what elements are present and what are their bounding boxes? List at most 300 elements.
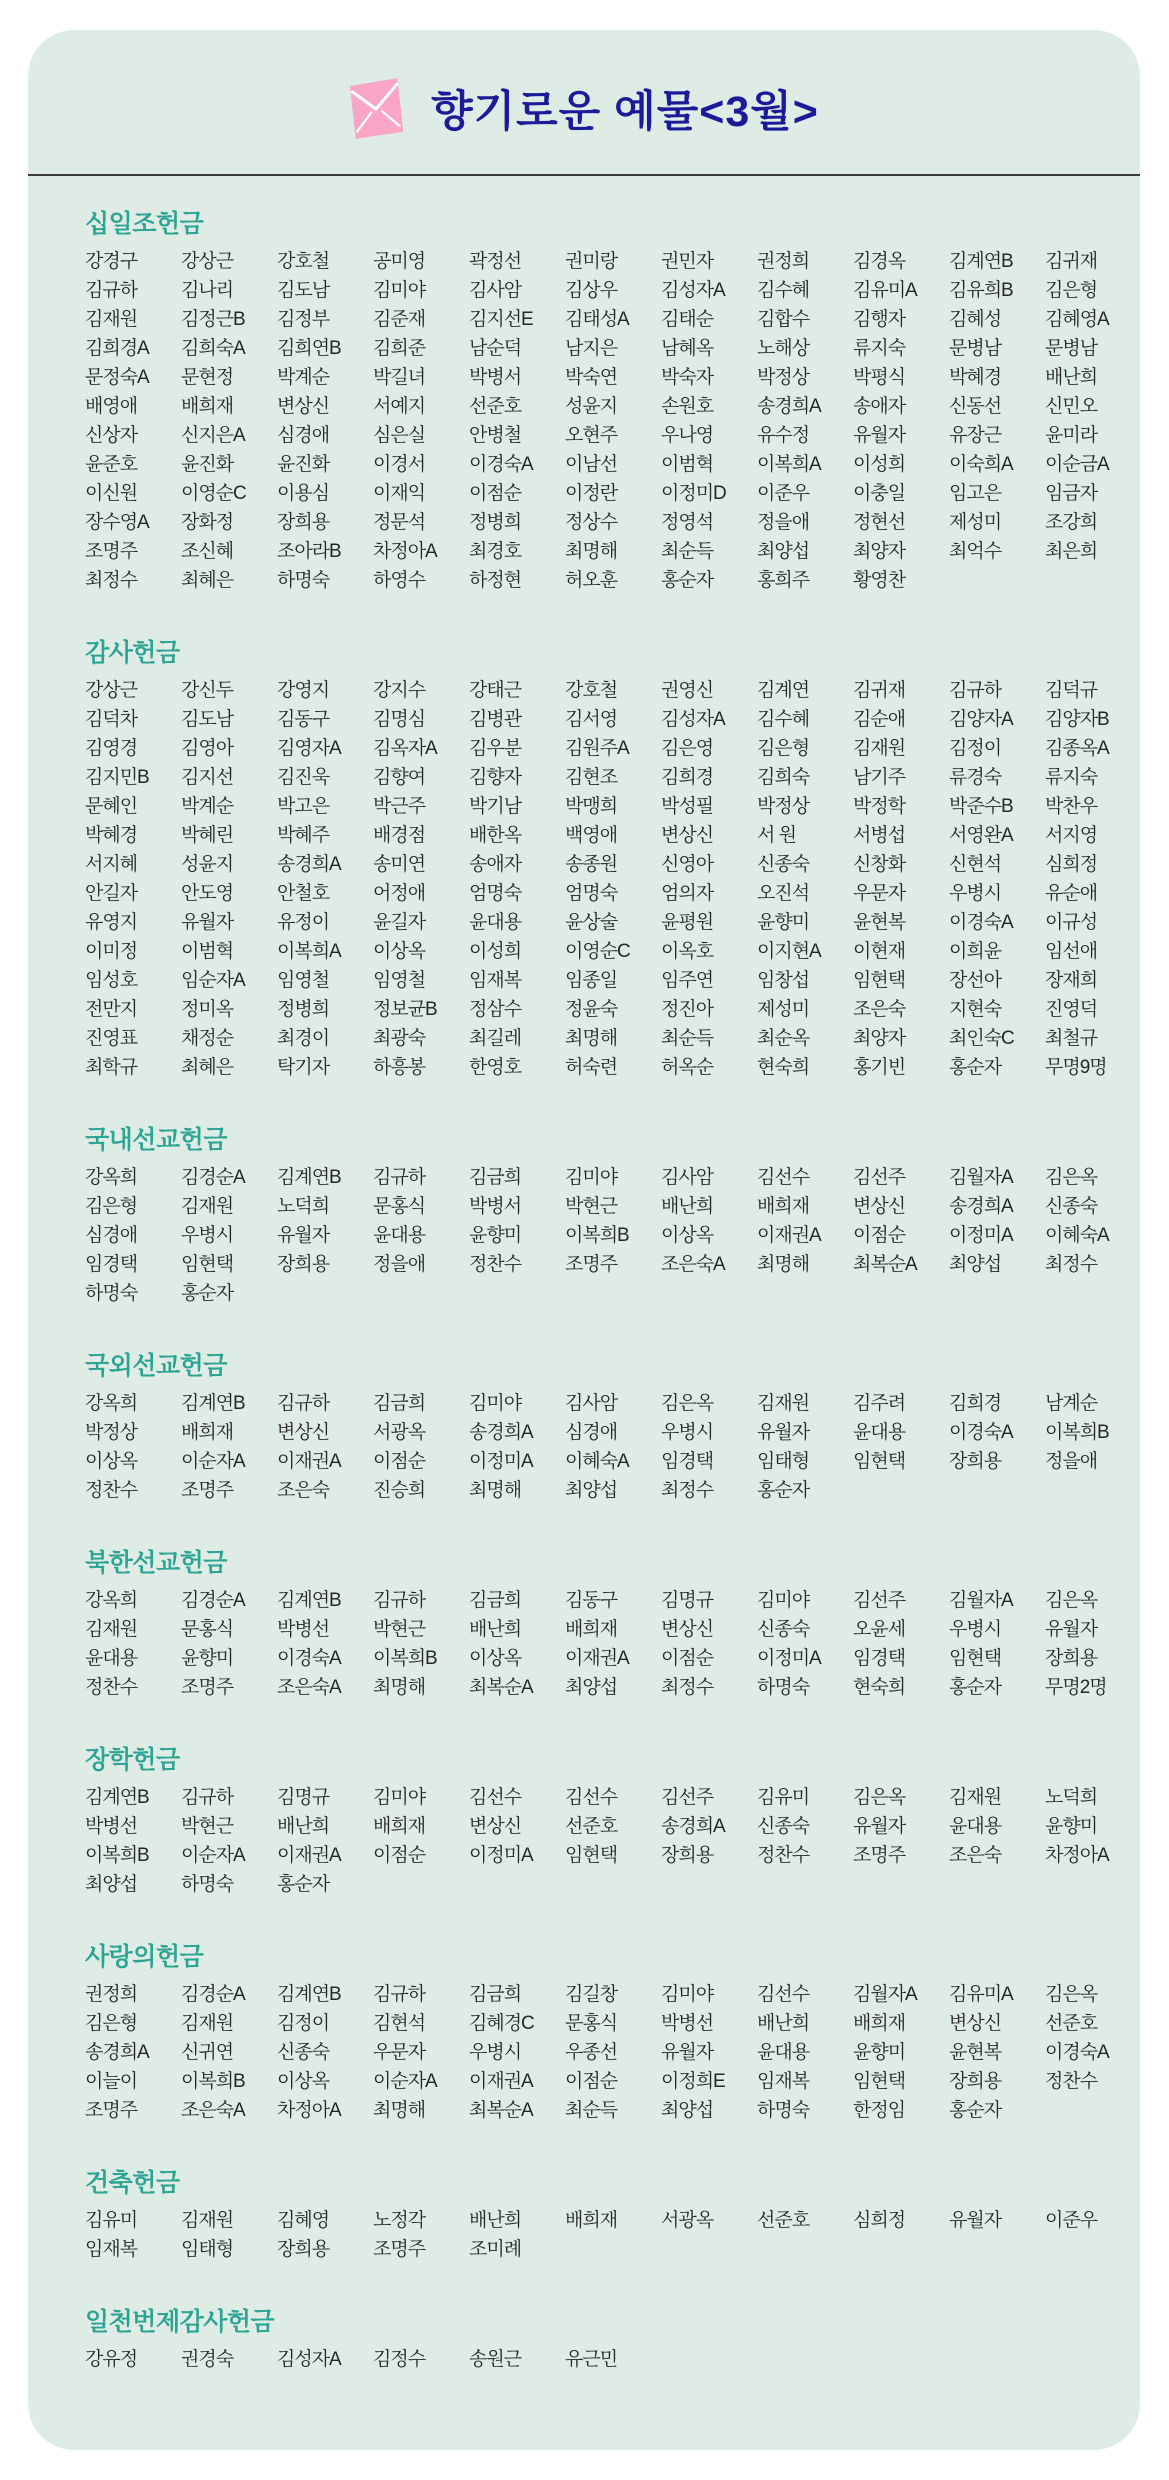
donor-name: 유월자 xyxy=(661,2042,714,2063)
donor-name: 노해상 xyxy=(757,338,810,359)
donor-name: 강경구 xyxy=(85,251,138,272)
donor-name: 이재권A xyxy=(277,1845,341,1866)
section-thanksgiving xyxy=(85,633,1120,1082)
donor-name: 김은옥 xyxy=(1045,1167,1098,1188)
donor-name: 선준호 xyxy=(757,2210,810,2231)
donor-name: 박고은 xyxy=(277,796,330,817)
donor-name: 유월자 xyxy=(757,1422,810,1443)
donor-name: 최경호 xyxy=(469,541,522,562)
donor-name: 우종선 xyxy=(565,2042,618,2063)
donor-name: 탁기자 xyxy=(277,1057,330,1078)
donor-name: 박찬우 xyxy=(1045,796,1098,817)
donor-name: 이순자A xyxy=(181,1451,245,1472)
donor-name: 임영철 xyxy=(373,970,426,991)
donor-name: 송경희A xyxy=(469,1422,533,1443)
donor-name: 무명9명 xyxy=(1045,1057,1107,1078)
donor-name: 김규하 xyxy=(181,1787,234,1808)
donor-name: 오윤세 xyxy=(853,1619,906,1640)
donor-name: 이경숙A xyxy=(277,1648,341,1669)
donor-name: 김혜경C xyxy=(469,2013,534,2034)
donor-name: 김은형 xyxy=(1045,280,1098,301)
donor-name: 이준우 xyxy=(757,483,810,504)
donor-name: 최정수 xyxy=(85,570,138,591)
donor-name: 배경점 xyxy=(373,825,426,846)
donor-name: 김금희 xyxy=(469,1590,522,1611)
donor-name: 황영찬 xyxy=(853,570,906,591)
donor-name: 임태형 xyxy=(181,2239,234,2260)
section-title: 십일조헌금 xyxy=(85,210,204,238)
donor-name: 문병남 xyxy=(1045,338,1098,359)
donor-name: 김양자B xyxy=(1045,709,1109,730)
donor-name: 김순애 xyxy=(853,709,906,730)
donor-name: 최양자 xyxy=(853,541,906,562)
donor-name: 신영아 xyxy=(661,854,714,875)
donor-name: 김재원 xyxy=(757,1393,810,1414)
names-grid xyxy=(85,1586,1120,1702)
section-scholarship xyxy=(85,1740,1120,1899)
donor-name: 김계연B xyxy=(181,1393,245,1414)
donor-name: 허오훈 xyxy=(565,570,618,591)
donor-name: 박근주 xyxy=(373,796,426,817)
donor-name: 이복희B xyxy=(373,1648,437,1669)
donor-name: 김영경 xyxy=(85,738,138,759)
donor-name: 김성자A xyxy=(661,709,725,730)
donor-name: 김유미A xyxy=(853,280,917,301)
donor-name: 김진욱 xyxy=(277,767,330,788)
donor-name: 김은옥 xyxy=(853,1787,906,1808)
donor-name: 김재원 xyxy=(181,2210,234,2231)
section-title: 사랑의헌금 xyxy=(85,1943,204,1971)
donor-name: 이재권A xyxy=(277,1451,341,1472)
donor-name: 장희용 xyxy=(277,512,330,533)
donor-name: 임현택 xyxy=(949,1648,1002,1669)
donor-name: 권영신 xyxy=(661,680,714,701)
donor-name: 엄의자 xyxy=(661,883,714,904)
donor-name: 김영자A xyxy=(277,738,341,759)
donor-name: 박숙연 xyxy=(565,367,618,388)
donor-name: 조명주 xyxy=(181,1677,234,1698)
donor-name: 하명숙 xyxy=(757,2100,810,2121)
donor-name: 신종숙 xyxy=(757,854,810,875)
section-title: 감사헌금 xyxy=(85,639,180,667)
donor-name: 임종일 xyxy=(565,970,618,991)
donor-name: 김종옥A xyxy=(1045,738,1109,759)
donor-name: 최복순A xyxy=(469,1677,533,1698)
donor-name: 이경숙A xyxy=(949,1422,1013,1443)
donor-name: 박현근 xyxy=(565,1196,618,1217)
donor-name: 윤향미 xyxy=(181,1648,234,1669)
donor-name: 김양자A xyxy=(949,709,1013,730)
donor-name: 김재원 xyxy=(949,1787,1002,1808)
donor-name: 최양섭 xyxy=(661,2100,714,2121)
donor-name: 강유정 xyxy=(85,2349,138,2370)
donor-name: 김경옥 xyxy=(853,251,906,272)
envelope-icon xyxy=(347,76,406,140)
donor-name: 우병시 xyxy=(181,1225,234,1246)
donor-name: 류경숙 xyxy=(949,767,1002,788)
donor-name: 김계연B xyxy=(949,251,1013,272)
names-grid xyxy=(85,1163,1120,1308)
section-title: 국외선교헌금 xyxy=(85,1352,227,1380)
donor-name: 임영철 xyxy=(277,970,330,991)
donor-name: 김규하 xyxy=(277,1393,330,1414)
donor-name: 김선주 xyxy=(661,1787,714,1808)
donor-name: 심은실 xyxy=(373,425,426,446)
donor-name: 송경희A xyxy=(949,1196,1013,1217)
donor-name: 임경택 xyxy=(661,1451,714,1472)
donor-name: 서광옥 xyxy=(661,2210,714,2231)
section-overseas-mission xyxy=(85,1346,1120,1505)
donor-name: 이희윤 xyxy=(949,941,1002,962)
donor-name: 김사암 xyxy=(661,1167,714,1188)
donor-name: 문홍식 xyxy=(565,2013,618,2034)
donor-name: 박숙자 xyxy=(661,367,714,388)
donor-name: 최학규 xyxy=(85,1057,138,1078)
donor-name: 김귀재 xyxy=(1045,251,1098,272)
donor-name: 제성미 xyxy=(757,999,810,1020)
donor-name: 이성희 xyxy=(469,941,522,962)
donor-name: 윤준호 xyxy=(85,454,138,475)
donor-name: 정을애 xyxy=(1045,1451,1098,1472)
donor-name: 김지선 xyxy=(181,767,234,788)
donor-name: 김규하 xyxy=(373,1984,426,2005)
donor-name: 변상신 xyxy=(853,1196,906,1217)
donor-name: 신현석 xyxy=(949,854,1002,875)
donor-name: 유월자 xyxy=(1045,1619,1098,1640)
donor-name: 이재권A xyxy=(469,2071,533,2092)
donor-name: 임순자A xyxy=(181,970,245,991)
section-domestic-mission xyxy=(85,1120,1120,1308)
names-grid xyxy=(85,676,1120,1082)
donor-name: 남계순 xyxy=(1045,1393,1098,1414)
donor-name: 조아라B xyxy=(277,541,341,562)
donor-name: 유월자 xyxy=(853,425,906,446)
donor-name: 정영석 xyxy=(661,512,714,533)
donor-name: 박병서 xyxy=(469,1196,522,1217)
donor-name: 김경순A xyxy=(181,1167,245,1188)
names-grid xyxy=(85,247,1120,595)
donor-name: 최양섭 xyxy=(757,541,810,562)
donor-name: 권정희 xyxy=(757,251,810,272)
donor-name: 심경애 xyxy=(565,1422,618,1443)
donor-name: 이상옥 xyxy=(373,941,426,962)
donor-name: 정윤숙 xyxy=(565,999,618,1020)
page-header xyxy=(28,30,1140,148)
donor-name: 이복희B xyxy=(181,2071,245,2092)
donor-name: 김희숙A xyxy=(181,338,245,359)
donor-name: 최복순A xyxy=(469,2100,533,2121)
donor-name: 남혜옥 xyxy=(661,338,714,359)
donor-name: 제성미 xyxy=(949,512,1002,533)
donor-name: 이복희B xyxy=(1045,1422,1109,1443)
donor-name: 박정학 xyxy=(853,796,906,817)
donor-name: 김재원 xyxy=(85,309,138,330)
donor-name: 배희재 xyxy=(565,2210,618,2231)
donor-name: 윤현복 xyxy=(853,912,906,933)
donor-name: 김재원 xyxy=(853,738,906,759)
donor-name: 이남선 xyxy=(565,454,618,475)
donor-name: 배난희 xyxy=(757,2013,810,2034)
donor-name: 최혜은 xyxy=(181,1057,234,1078)
donor-name: 이복희A xyxy=(757,454,821,475)
donor-name: 하명숙 xyxy=(181,1874,234,1895)
donor-name: 이용심 xyxy=(277,483,330,504)
donor-name: 임현택 xyxy=(181,1254,234,1275)
donor-name: 이복희B xyxy=(85,1845,149,1866)
donor-name: 김영아 xyxy=(181,738,234,759)
donor-name: 서지영 xyxy=(1045,825,1098,846)
donor-name: 김향자 xyxy=(469,767,522,788)
donor-name: 변상신 xyxy=(949,2013,1002,2034)
donor-name: 김성자A xyxy=(661,280,725,301)
donor-name: 김수혜 xyxy=(757,280,810,301)
donor-name: 김명심 xyxy=(373,709,426,730)
donor-name: 성윤지 xyxy=(565,396,618,417)
donor-name: 이점순 xyxy=(469,483,522,504)
donor-name: 유순애 xyxy=(1045,883,1098,904)
donor-name: 홍순자 xyxy=(949,1677,1002,1698)
donor-name: 노덕희 xyxy=(1045,1787,1098,1808)
donor-name: 윤대용 xyxy=(949,1816,1002,1837)
donor-name: 최광숙 xyxy=(373,1028,426,1049)
donor-name: 우병시 xyxy=(469,2042,522,2063)
donor-name: 김선수 xyxy=(565,1787,618,1808)
donor-name: 서광옥 xyxy=(373,1422,426,1443)
donor-name: 임현택 xyxy=(853,2071,906,2092)
donor-name: 김덕차 xyxy=(85,709,138,730)
donor-name: 남순덕 xyxy=(469,338,522,359)
donor-name: 조은숙A xyxy=(181,2100,245,2121)
donor-name: 강영지 xyxy=(277,680,330,701)
donor-name: 박현근 xyxy=(373,1619,426,1640)
donor-name: 윤향미 xyxy=(757,912,810,933)
donor-name: 김유희B xyxy=(949,280,1013,301)
donor-name: 정진아 xyxy=(661,999,714,1020)
donor-name: 김사암 xyxy=(469,280,522,301)
bulletin-card xyxy=(28,30,1140,2450)
donor-name: 정찬수 xyxy=(469,1254,522,1275)
donor-name: 김지민B xyxy=(85,767,149,788)
donor-name: 현숙희 xyxy=(757,1057,810,1078)
donor-name: 박계순 xyxy=(181,796,234,817)
donor-name: 우문자 xyxy=(853,883,906,904)
donor-name: 김규하 xyxy=(373,1167,426,1188)
donor-name: 박정상 xyxy=(757,796,810,817)
donor-name: 배난희 xyxy=(1045,367,1098,388)
donor-name: 안병철 xyxy=(469,425,522,446)
donor-name: 하정현 xyxy=(469,570,522,591)
donor-name: 정찬수 xyxy=(85,1677,138,1698)
donor-name: 정삼수 xyxy=(469,999,522,1020)
donor-name: 이복희A xyxy=(277,941,341,962)
donor-name: 임현택 xyxy=(853,1451,906,1472)
donor-name: 김선수 xyxy=(469,1787,522,1808)
donor-name: 윤현복 xyxy=(949,2042,1002,2063)
donor-name: 배난희 xyxy=(469,2210,522,2231)
donor-name: 김동구 xyxy=(565,1590,618,1611)
donor-name: 강지수 xyxy=(373,680,426,701)
donor-name: 홍기빈 xyxy=(853,1057,906,1078)
donor-name: 김태순 xyxy=(661,309,714,330)
donor-name: 박병선 xyxy=(661,2013,714,2034)
donor-name: 김사암 xyxy=(565,1393,618,1414)
donor-name: 이경서 xyxy=(373,454,426,475)
donor-name: 최명해 xyxy=(373,2100,426,2121)
donor-name: 홍순자 xyxy=(181,1283,234,1304)
donor-name: 송애자 xyxy=(853,396,906,417)
donor-name: 김지선E xyxy=(469,309,533,330)
donor-name: 배희재 xyxy=(181,396,234,417)
donor-name: 김재원 xyxy=(181,2013,234,2034)
section-northkorea-mission xyxy=(85,1543,1120,1702)
donor-name: 김계연B xyxy=(277,1167,341,1188)
section-tithe xyxy=(85,204,1120,595)
donor-name: 한정임 xyxy=(853,2100,906,2121)
donor-name: 오현주 xyxy=(565,425,618,446)
section-love-offering xyxy=(85,1937,1120,2125)
donor-name: 안길자 xyxy=(85,883,138,904)
donor-name: 박혜경 xyxy=(949,367,1002,388)
donor-name: 김월자A xyxy=(949,1590,1013,1611)
donor-name: 윤대용 xyxy=(853,1422,906,1443)
donor-name: 차정아A xyxy=(1045,1845,1109,1866)
donor-name: 엄명숙 xyxy=(565,883,618,904)
donor-name: 임성호 xyxy=(85,970,138,991)
donor-name: 김은옥 xyxy=(1045,1984,1098,2005)
donor-name: 류지숙 xyxy=(1045,767,1098,788)
donor-name: 홍희주 xyxy=(757,570,810,591)
donor-name: 최양섭 xyxy=(85,1874,138,1895)
donor-name: 이상옥 xyxy=(469,1648,522,1669)
donor-name: 곽정선 xyxy=(469,251,522,272)
donor-name: 류지숙 xyxy=(853,338,906,359)
donor-name: 이혜숙A xyxy=(565,1451,629,1472)
donor-name: 유장근 xyxy=(949,425,1002,446)
donor-name: 어정애 xyxy=(373,883,426,904)
donor-name: 남지은 xyxy=(565,338,618,359)
donor-name: 송종원 xyxy=(565,854,618,875)
donor-name: 이정미A xyxy=(469,1845,533,1866)
donor-name: 최명해 xyxy=(565,541,618,562)
donor-name: 변상신 xyxy=(661,1619,714,1640)
donor-name: 심경애 xyxy=(277,425,330,446)
donor-name: 김정수 xyxy=(373,2349,426,2370)
donor-name: 유월자 xyxy=(181,912,234,933)
donor-name: 김유미 xyxy=(85,2210,138,2231)
donor-name: 김병관 xyxy=(469,709,522,730)
donor-name: 김수혜 xyxy=(757,709,810,730)
donor-name: 김희경 xyxy=(949,1393,1002,1414)
donor-name: 최정수 xyxy=(661,1677,714,1698)
donor-name: 송미연 xyxy=(373,854,426,875)
donor-name: 최정수 xyxy=(661,1480,714,1501)
donor-name: 권경숙 xyxy=(181,2349,234,2370)
donor-name: 김우분 xyxy=(469,738,522,759)
donor-name: 선준호 xyxy=(1045,2013,1098,2034)
donor-name: 김원주A xyxy=(565,738,629,759)
donor-name: 박병선 xyxy=(85,1816,138,1837)
donor-name: 조은숙A xyxy=(661,1254,725,1275)
donor-name: 정을애 xyxy=(757,512,810,533)
donor-name: 조명주 xyxy=(181,1480,234,1501)
donor-name: 공미영 xyxy=(373,251,426,272)
donor-name: 김옥자A xyxy=(373,738,437,759)
donor-name: 이신원 xyxy=(85,483,138,504)
donor-name: 이미정 xyxy=(85,941,138,962)
donor-name: 강옥희 xyxy=(85,1590,138,1611)
donor-name: 신귀연 xyxy=(181,2042,234,2063)
donor-name: 신종숙 xyxy=(1045,1196,1098,1217)
donor-name: 윤진화 xyxy=(277,454,330,475)
donor-name: 이정란 xyxy=(565,483,618,504)
donor-name: 현숙희 xyxy=(853,1677,906,1698)
donor-name: 배난희 xyxy=(661,1196,714,1217)
donor-name: 정미옥 xyxy=(181,999,234,1020)
donor-name: 배희재 xyxy=(181,1422,234,1443)
donor-name: 정상수 xyxy=(565,512,618,533)
donor-name: 박혜린 xyxy=(181,825,234,846)
donor-name: 이옥호 xyxy=(661,941,714,962)
donor-name: 김선수 xyxy=(757,1167,810,1188)
donor-name: 서지혜 xyxy=(85,854,138,875)
donor-name: 김미야 xyxy=(565,1167,618,1188)
donor-name: 임주연 xyxy=(661,970,714,991)
donor-name: 유영지 xyxy=(85,912,138,933)
donor-name: 최경이 xyxy=(277,1028,330,1049)
donor-name: 정찬수 xyxy=(85,1480,138,1501)
names-grid xyxy=(85,1783,1120,1899)
donor-name: 장희용 xyxy=(949,1451,1002,1472)
donor-name: 김성자A xyxy=(277,2349,341,2370)
donor-name: 장희용 xyxy=(277,2239,330,2260)
donor-name: 김계연B xyxy=(277,1590,341,1611)
donor-name: 신민오 xyxy=(1045,396,1098,417)
donor-name: 남기주 xyxy=(853,767,906,788)
donor-name: 송경희A xyxy=(661,1816,725,1837)
donor-name: 김희숙 xyxy=(757,767,810,788)
donor-name: 진승희 xyxy=(373,1480,426,1501)
donor-name: 문홍식 xyxy=(373,1196,426,1217)
donor-name: 유월자 xyxy=(853,1816,906,1837)
donor-name: 김은옥 xyxy=(1045,1590,1098,1611)
donor-name: 김미야 xyxy=(469,1393,522,1414)
donor-name: 김재원 xyxy=(181,1196,234,1217)
donor-name: 조은숙 xyxy=(277,1480,330,1501)
donor-name: 홍순자 xyxy=(949,1057,1002,1078)
donor-name: 정병희 xyxy=(277,999,330,1020)
donor-name: 이점순 xyxy=(661,1648,714,1669)
donor-name: 손원호 xyxy=(661,396,714,417)
donor-name: 하명숙 xyxy=(277,570,330,591)
donor-name: 김혜성 xyxy=(949,309,1002,330)
donor-name: 윤대용 xyxy=(85,1648,138,1669)
donor-name: 전만지 xyxy=(85,999,138,1020)
donor-name: 장수영A xyxy=(85,512,149,533)
donor-name: 정을애 xyxy=(373,1254,426,1275)
donor-name: 정병희 xyxy=(469,512,522,533)
donor-name: 강신두 xyxy=(181,680,234,701)
donor-name: 조신혜 xyxy=(181,541,234,562)
donor-name: 임현택 xyxy=(853,970,906,991)
donor-name: 이상옥 xyxy=(661,1225,714,1246)
donor-name: 김선주 xyxy=(853,1590,906,1611)
donor-name: 홍순자 xyxy=(277,1874,330,1895)
donor-name: 최순득 xyxy=(661,1028,714,1049)
donor-name: 박성필 xyxy=(661,796,714,817)
donor-name: 최순득 xyxy=(565,2100,618,2121)
donor-name: 노정각 xyxy=(373,2210,426,2231)
donor-name: 지현숙 xyxy=(949,999,1002,1020)
